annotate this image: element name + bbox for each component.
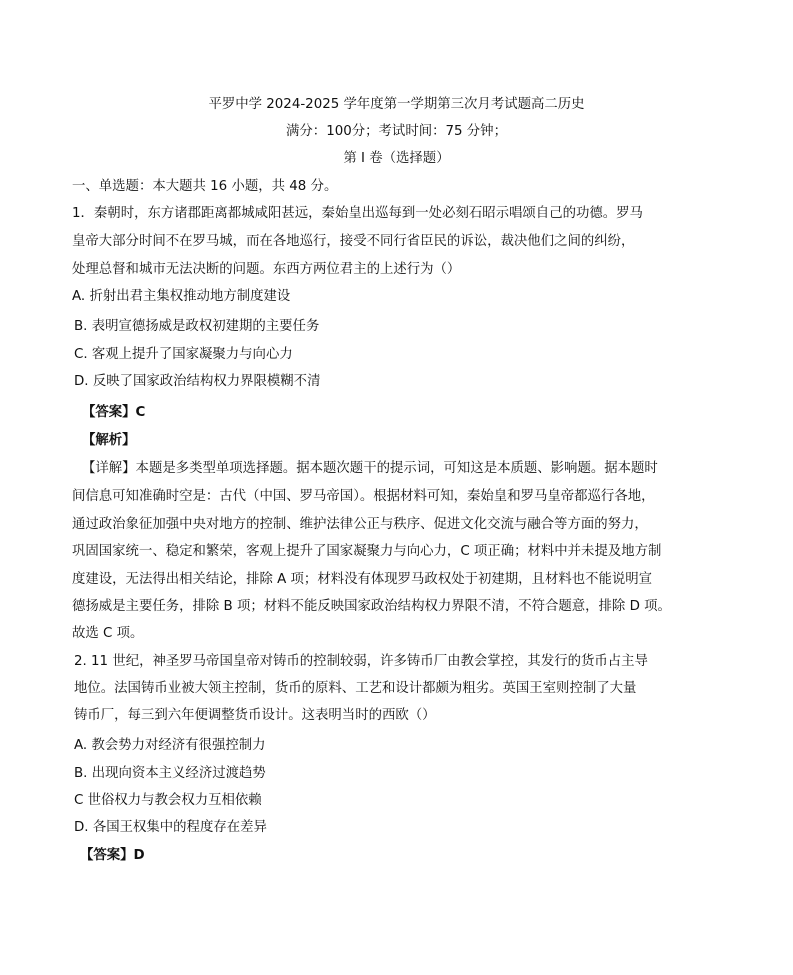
question-1-option-c: C. 客观上提升了国家凝聚力与向心力 [74,347,293,362]
question-1-detail-line: 故选 C 项。 [72,626,144,641]
question-1-option-a: A. 折射出君主集权推动地方制度建设 [72,289,291,304]
question-2-option-d: D. 各国王权集中的程度存在差异 [74,820,267,835]
question-2-stem-line: 2. 11 世纪，神圣罗马帝国皇帝对铸币的控制较弱，许多铸币厂由教会掌控，其发行的货币占主导 [74,654,648,669]
question-2-answer: 【答案】D [80,848,145,863]
question-2-stem-line: 地位。法国铸币业被大领主控制，货币的原料、工艺和设计都颇为粗劣。英国王室则控制了大量 [74,681,637,696]
question-1-option-d: D. 反映了国家政治结构权力界限模糊不清 [74,374,321,389]
question-1-analysis-label: 【解析】 [82,433,136,448]
score-time-info: 满分：100分；考试时间：75 分钟； [286,124,507,139]
question-1-option-b: B. 表明宣德扬威是政权初建期的主要任务 [74,319,320,334]
volume-heading: 第 I 卷（选择题） [343,151,450,166]
question-1-detail-line: 德扬威是主要任务，排除 B 项；材料不能反映国家政治结构权力界限不清，不符合题意，排除 D 项。 [72,599,671,614]
question-2-option-c: C 世俗权力与教会权力互相依赖 [74,793,262,808]
question-1-detail-line: 度建设，无法得出相关结论，排除 A 项；材料没有体现罗马政权处于初建期，且材料也不能说明宣 [72,572,653,587]
question-1-detail-line: 巩固国家统一、稳定和繁荣，客观上提升了国家凝聚力与向心力，C 项正确；材料中并未提及地方制 [72,544,662,559]
question-1-stem-line: 1．秦朝时，东方诸郡距离都城咸阳甚远，秦始皇出巡每到一处必刻石昭示唱颂自己的功德。罗马 [72,206,643,221]
question-1-detail-line: 【详解】本题是多类型单项选择题。据本题次题干的提示词，可知这是本质题、影响题。据本题时 [82,461,658,476]
exam-title: 平罗中学 2024-2025 学年度第一学期第三次月考试题高二历史 [208,97,585,112]
section-heading: 一、单选题：本大题共 16 小题，共 48 分。 [72,179,338,194]
question-2-option-a: A. 教会势力对经济有很强控制力 [74,738,266,753]
question-1-stem-line: 皇帝大部分时间不在罗马城，而在各地巡行，接受不同行省臣民的诉讼，裁决他们之间的纠纷， [72,234,635,249]
question-1-answer: 【答案】C [82,405,146,420]
question-1-stem-line: 处理总督和城市无法决断的问题。东西方两位君主的上述行为（） [72,262,461,277]
question-2-option-b: B. 出现向资本主义经济过渡趋势 [74,766,266,781]
question-1-detail-line: 间信息可知准确时空是：古代（中国、罗马帝国）。根据材料可知，秦始皇和罗马皇帝都巡行各地， [72,489,655,504]
question-2-stem-line: 铸币厂，每三到六年便调整货币设计。这表明当时的西欧（） [74,708,436,723]
question-1-detail-line: 通过政治象征加强中央对地方的控制、维护法律公正与秩序、促进文化交流与融合等方面的努力， [72,517,648,532]
